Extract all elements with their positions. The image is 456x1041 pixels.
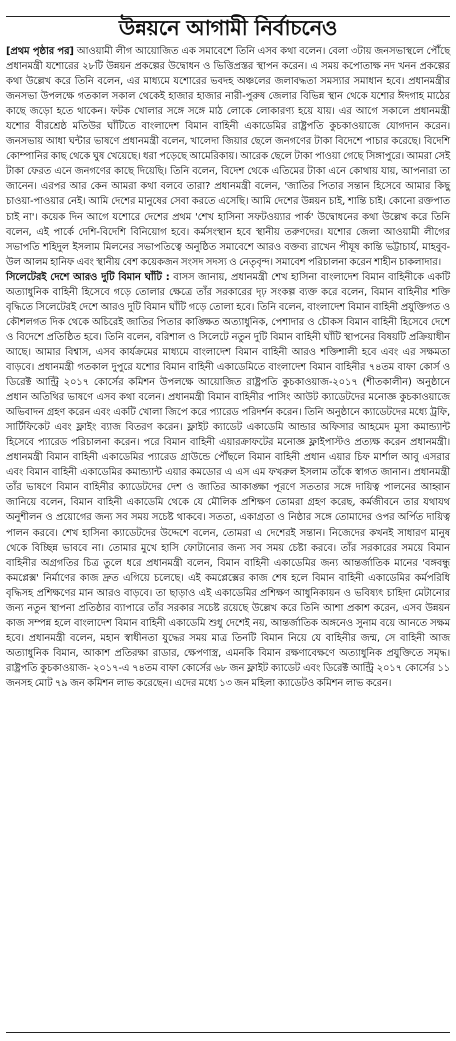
subheading: সিলেটেরই দেশে আরও দুটি বিমান ঘাঁটি : xyxy=(6,271,170,283)
paragraph-2 xyxy=(6,270,450,691)
paragraph-1 xyxy=(6,44,450,270)
continuation-kicker: [প্রথম পৃষ্ঠার পর] xyxy=(6,46,74,57)
headline: উন্নয়নে আগামী নির্বাচনেও xyxy=(118,16,338,40)
bottom-rule xyxy=(6,1032,450,1033)
paragraph-1-text: আওয়ামী লীগ আয়োজিত এক সমাবেশে তিনি এসব কথা বলেন। বেলা ৩টায় জনসভাস্থলে পৌঁছে প্রধানমন্ত্রী যশোরের ২৮টি উন্নয়ন প্রকল্পের উদ্বোধন ও ভিত্তিপ্রস্তর স্থাপন করেন। এ সময় কপোতাক্ষ নদ খনন প্রকল্পের কথা উল্লেখ করে তিনি বলেন, এর মাধ্যমে যশোরের ভবদহ অঞ্চলের জলাবদ্ধতা সমস্যার সমাধান হবে। প্রধানমন্ত্রীর জনসভা উপলক্ষে গতকাল সকাল থেকেই হাজার হাজার নারী-পুরুষ জেলার বিভিন্ন স্থান থেকে যশোর ঈদগাহ মাঠের কাছে জড়ো হতে থাকেন। ফটক খোলার সঙ্গে সঙ্গে মাঠ লোকে লোকারণ্য হয়ে যায়। এর আগে সকালে প্রধানমন্ত্রী যশোর বীরশ্রেষ্ঠ মতিউর ঘাঁটিতে বাংলাদেশ বিমান বাহিনী একাডেমির রাষ্ট্রপতি কুচকাওয়াজে যোগদান করেন। জনসভায় আধা ঘন্টার ভাষণে প্রধানমন্ত্রী বলেন, খালেদা জিয়ার ছেলে জনগণের টাকা বিদেশে পাচার করেছে। বিদেশি কোম্পানির কাছ থেকে ঘুষ খেয়েছে। ধরা পড়েছে আমেরিকায়। আরেক ছেলে টাকা পাওয়া গেছে সিঙ্গাপুরে। আমরা সেই টাকা ফেরত এনে জনগণের কাছে দিয়েছি। তিনি বলেন, বিদেশ থেকে এতিমের টাকা এনে কোথায় যায়, আপনারা তা জানেন। এরপর আর কেন আমরা কথা বলবে তারা? প্রধানমন্ত্রী বলেন, 'জাতির পিতার সন্তান হিসেবে আমার কিছু চাওয়া-পাওয়ার নেই। আমি দেশের মানুষের সেবা করতে এসেছি। আমি দেশের উন্নয়ন চাই, শান্তি চাই। কোনো রক্তপাত চাই না'। কয়েক দিন আগে যশোরে দেশের প্রথম 'শেখ হাসিনা সফটওয়্যার পার্ক' উদ্বোধনের কথা উল্লেখ করে তিনি বলেন, এই পার্কে দেশি-বিদেশি বিনিয়োগ হবে। কর্মসংস্থান হবে স্থানীয় তরুণদের। যশোর জেলা আওয়ামী লীগের সভাপতি শহিদুল ইসলাম মিলনের সভাপতিত্বে অনুষ্ঠিত সমাবেশে আরও বক্তব্য রাখেন পীযূষ কান্তি ভট্টাচার্য, মাহবুব-উল আলম হানিফ এবং স্থানীয় বেশ কয়েকজন সংসদ সদস্য ও নেতৃবৃন্দ। সমাবেশ পরিচালনা করেন শাহীন চাকলাদার। xyxy=(6,46,450,268)
article-body xyxy=(6,44,450,1027)
paragraph-2-text: বাসস জানায়, প্রধানমন্ত্রী শেখ হাসিনা বাংলাদেশ বিমান বাহিনীকে একটি অত্যাধুনিক বাহিনী হিসেবে গড়ে তোলার ক্ষেত্রে তাঁর সরকারের দৃঢ় সংকল্প ব্যক্ত করে বলেন, বিমান বাহিনীর শক্তি বৃদ্ধিতে সিলেটেরই দেশে আরও দুটি বিমান ঘাঁটি গড়ে তোলা হবে। তিনি বলেন, বাংলাদেশ বিমান বাহিনী প্রযুক্তিগত ও কৌশলগত দিক থেকে অচিরেই জাতির পিতার কাঙ্ক্ষিত অত্যাধুনিক, পেশাদার ও চৌকস বিমান বাহিনী হিসেবে দেশে ও বিদেশে প্রতিষ্ঠিত হবে। তিনি বলেন, বরিশাল ও সিলেটে নতুন দুটি বিমান বাহিনী ঘাঁটি স্থাপনের বিষয়টি প্রক্রিয়াধীন আছে। আমার বিশ্বাস, এসব কার্যক্রমের মাধ্যমে বাংলাদেশ বিমান বাহিনী আরও শক্তিশালী হবে এবং এর সক্ষমতা বাড়বে। প্রধানমন্ত্রী গতকাল দুপুরে যশোর বিমান বাহিনী একাডেমিতে বাংলাদেশ বিমান বাহিনীর ৭৪তম বাফা কোর্স ও ডিরেক্ট আন্ট্রি ২০১৭ কোর্সের কমিশন উপলক্ষে আয়োজিত রাষ্ট্রপতি কুচকাওয়াজ-২০১৭ (শীতকালীন) অনুষ্ঠানে প্রধান অতিথির ভাষণে এসব কথা বলেন। প্রধানমন্ত্রী বিমান বাহিনীর পাসিং আউট ক্যাডেটদের মনোজ্ঞ কুচকাওয়াজে অভিবাদন গ্রহণ করেন এবং একটি খোলা জিপে করে প্যারেড পরিদর্শন করেন। তিনি অনুষ্ঠানে ক্যাডেটদের মধ্যে ট্রফি, সার্টিফিকেট এবং ফ্লাইং ব্যাজ বিতরণ করেন। ফ্লাইট ক্যাডেট একাডেমি আন্ডার অফিসার আহমেদ মুসা কমান্ড্যান্ট হিসেবে প্যারেড পরিচালনা করেন। পরে বিমান বাহিনী এয়ারক্রাফটের মনোজ্ঞ ফ্লাইপাস্টও প্রত্যক্ষ করেন প্রধানমন্ত্রী। প্রধানমন্ত্রী বিমান বাহিনী একাডেমির প্যারেড গ্রাউন্ডে পৌঁছলে বিমান বাহিনী প্রধান এয়ার চিফ মার্শাল আবু এসরার এবং বিমান বাহিনী একাডেমির কমান্ড্যান্ট এয়ার কমডোর এ এস এম ফখরুল ইসলাম তাঁকে স্বাগত জানান। প্রধানমন্ত্রী তাঁর ভাষণে বিমান বাহিনীর ক্যাডেটদের দেশ ও জাতির আকাঙ্ক্ষা পূরণে সততার সঙ্গে দায়িত্ব পালনের আহ্বান জানিয়ে বলেন, বিমান বাহিনী একাডেমি থেকে যে মৌলিক প্রশিক্ষণ তোমরা গ্রহণ করেছ, কর্মজীবনে তার যথাযথ অনুশীলন ও প্রয়োগের জন্য সব সময় সচেষ্ট থাকবে। সততা, একাগ্রতা ও নিষ্ঠার সঙ্গে তোমাদের ওপর অর্পিত দায়িত্ব পালন করবে। শেখ হাসিনা ক্যাডেটদের উদ্দেশে বলেন, তোমরা এ দেশেরই সন্তান। নিজেদের কখনই সাধারণ মানুষ থেকে বিচ্ছিন্ন ভাববে না। তোমার মুখে হাসি ফোটানোর জন্য সব সময় চেষ্টা করবে। তাঁর সরকারের সময়ে বিমান বাহিনীর অগ্রগতির চিত্র তুলে ধরে প্রধানমন্ত্রী বলেন, বিমান বাহিনী একাডেমির জন্য আন্তর্জাতিক মানের 'বঙ্গবন্ধু কমপ্লেক্স' নির্মাণের কাজ দ্রুত এগিয়ে চলেছে। এই কমপ্লেক্সের কাজ শেষ হলে বিমান বাহিনী একাডেমির কর্মপরিধি বৃদ্ধিসহ প্রশিক্ষণের মান আরও বাড়বে। তা ছাড়াও এই একাডেমির প্রশিক্ষণ আধুনিকায়ন ও ভবিষ্যৎ চাহিদা মেটানোর জন্য নতুন স্থাপনা প্রতিষ্ঠার ব্যাপারে তাঁর সরকার সচেষ্ট রয়েছে উল্লেখ করে তিনি আশা প্রকাশ করেন, এসব উন্নয়ন কাজ সম্পন্ন হলে বাংলাদেশ বিমান বাহিনী একাডেমি শুধু দেশেই নয়, আন্তর্জাতিক অঙ্গনেও সুনাম বয়ে আনতে সক্ষম হবে। প্রধানমন্ত্রী বলেন, মহান স্বাধীনতা যুদ্ধের সময় মাত্র তিনটি বিমান নিয়ে যে বাহিনীর জন্ম, সে বাহিনী আজ অত্যাধুনিক বিমান, আকাশ প্রতিরক্ষা রাডার, ক্ষেপণাস্ত্র, এমনকি বিমান রক্ষণাবেক্ষণে অত্যাধুনিক প্রযুক্তিতে সমৃদ্ধ। রাষ্ট্রপতি কুচকাওয়াজ- ২০১৭-এ ৭৪তম বাফা কোর্সের ৬৮ জন ফ্লাইট ক্যাডেট এবং ডিরেক্ট আন্ট্রি ২০১৭ কোর্সের ১১ জনসহ মোট ৭৯ জন কমিশন লাভ করেছেন। এদের মধ্যে ১৩ জন মহিলা ক্যাডেটও কমিশন লাভ করেন। xyxy=(6,271,450,689)
